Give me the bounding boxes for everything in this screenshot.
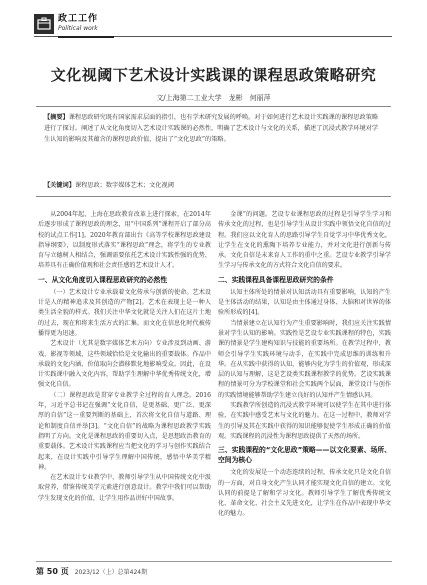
keywords (44, 180, 384, 189)
keywords-text: 课程思政；数字媒体艺术；文化视阈 (74, 182, 174, 189)
body-paragraph: （二）课程思政是贯穿专业教学全过程的育人理念。2016年，习近平总书记在强调“文化自信，是更基础、更广泛、更深厚的自信”这一重要判断的基础上，首次将文化自信与道路、理论和制度自信并举[3]。“文化自信”的战略为课程思政教学实践指明了方向。文化是课程思政的重要切入点，是思想政治教育的重要载体。艺术设计实践课程应当把文化的学习与创作实践结合起来，在设计实践中引导学生理解中国传统，感悟中华美学精神。 (38, 391, 211, 471)
footer (36, 566, 147, 577)
abstract-label: 【摘要】 (44, 114, 69, 121)
article-title: 文化视阈下艺术设计实践课的课程思政策略研究 (50, 66, 377, 84)
body-paragraph: 在艺术设计专业教学中，教师引导学生从中国传统文化中汲取营养，借鉴传统美学元素进行创意设计。教学中我们可以帮助学生发现文化的价值，让学生用作品讲好中国故事。 (38, 474, 211, 502)
article-author: 文/上海第二工业大学 龙彬 何丽萍 (156, 94, 271, 102)
section-heading: 三、实践课程的“文化思政”策略——以文化要素、场所、空间为核心 (218, 446, 391, 465)
body-paragraph: 文化的发展是一个动态连续的过程，传承文化只是文化自信的一方面，对自身文化产生认同才能实现文化自信的建立。文化认同的前提是了解和学习文化。教师引导学生了解优秀传统文化、革命文化、社会主义先进文化，让学生在作品中表现中华文化的魅力。 (218, 469, 391, 518)
section-title-cn: 政工工作 (58, 14, 99, 24)
keywords-label: 【关键词】 (44, 182, 75, 189)
section-icon (34, 14, 54, 34)
body-paragraph: 艺术设计（尤其是数字媒体艺术方向）专业涉及到动画、游戏、影视等领域，这些领域恰恰是文化输出的重要载体。作品中承载的文化内涵、价值取向会潜移默化地影响受众。因此，在设计实践课中融入文化内容，帮助学生理解中华优秀传统文化，增强文化自信。 (38, 340, 211, 389)
left-column (38, 210, 211, 555)
section-heading: 二、实践课程具备课程思政研究的条件 (218, 275, 334, 284)
section-header (58, 14, 98, 33)
body-paragraph: 当情景建立在认知行为产生重要影响时，我们应关注实践情景对学生认知的影响。实践性是艺设专业实践课程的特色，实践课的情景是学生建构知识与技能的重要场所。在教学过程中，教师会引导学生实践环境与动手，在实践中完成思维的训练和升华。在从实践中获得的认知，能够内化为学生的价值观，形成深层的认知与理解，这是艺设类实践课程教学的优势。艺设实践课程的情景可分为学校课堂和社会实践两个层面，课堂设计与创作的实践情境能够帮助学生建立良好的认知并产生情感认同。 (218, 319, 391, 399)
body-paragraph: 从2004年起，上海在思政教育改革上进行探索，在2014年后逐步形成了课程思政的理念，用“中国系列”课程开启了部分高校的试点工作[1]。2020年教育部出台《高等学校课程思政建设指导纲要》，以制度形式落实“课程思政”理念，将学生的专业教育与立德树人相结合，强调需要依托艺术设计实践性强的优势，培养具有正确价值观和社会责任感的艺术设计人才。 (38, 211, 211, 270)
body-paragraph: 金课”的问题。艺设专业课程思政的过程是引导学生学习和传承文化的过程，也是引导学生从设计实践中领悟文化自信的过程。我们应以文化育人的思路引导学生自觉学习中华优秀文化，让学生在文化的熏陶下培养专业能力，并对文化进行创新与传承。文化自信是未来育人工作的重中之重。艺设专业教学引导学生学习与传承文化的方式符合文化自信的要求。 (218, 211, 391, 270)
section-heading: 一、从文化角度切入课程思政研究的必然性 (38, 275, 168, 284)
body-paragraph: 认知主体所处的情景对认知活动具有重要影响，认知的产生是主体活动的结果，认知是由主体通过身体、大脑和对世界的体验所形成的[4]。 (218, 288, 391, 317)
body-paragraph: 实践教学所创造的沉浸式教学环境可以使学生在其中进行体验，在实践中感受艺术与文化的魅力。在这一过程中，教师对学生的引导及其在实践中获得的知识能够促使学生形成正确的价值观。实践课程的沉浸性为课程思政提供了天然的场所。 (218, 402, 391, 440)
body-paragraph: （一）艺术设计专业承载着文化传承与创新的使命。艺术设计是人的精神追求及其创造的产物[2]。艺术在表现上是一种人类生活全貌的样式。我们关注中华文化就是关注人们在这片土地的过去，现在和将来生活方式的汇集。而文化在信息化时代被传播得更为迅速。 (38, 288, 211, 337)
abstract-top-rule (36, 106, 391, 107)
header-rule-accent (58, 36, 114, 38)
issue-info: 2023/12（上）总第424期 (74, 569, 148, 576)
footer-rule (36, 561, 392, 562)
abstract (44, 112, 384, 146)
section-title-en: Political work (58, 25, 98, 32)
abstract-text: 课程思政研究既有国家需求层面的指引，也有学术研究发展的呼唤。对于如何进行艺术设计实践课的课程思政策略进行了探讨。阐述了从文化角度切入艺术设计实践课的必然性，明确了艺术设计与文化的关系，描述了沉浸式教学环境对学生认知的影响及其蕴含的课程思政价值，提出了“文化思政”的策略。 (44, 114, 379, 144)
right-column (218, 210, 391, 555)
abstract-bottom-rule (36, 196, 391, 197)
page-number: 第 50 页 (36, 567, 69, 576)
